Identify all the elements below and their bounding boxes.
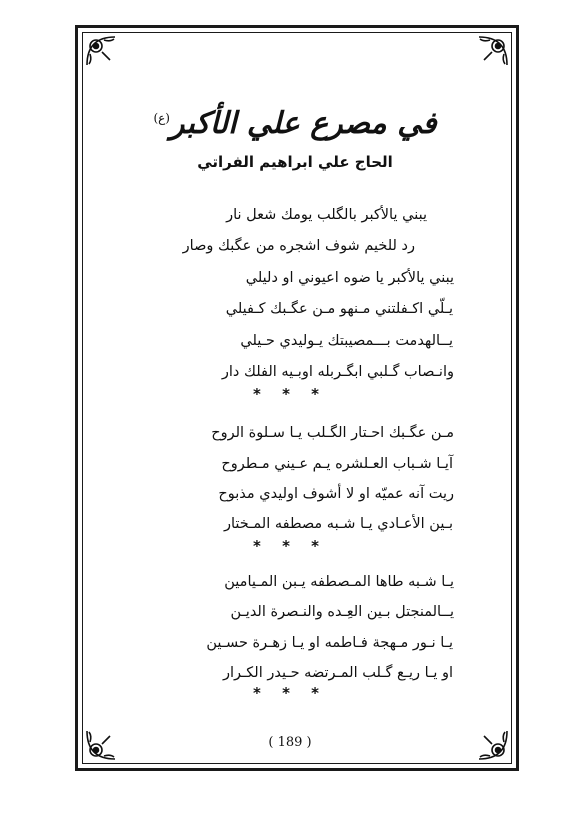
stanza-separator: * * * <box>253 684 327 702</box>
title-text: في مصرع علي الأكبر <box>169 106 437 141</box>
poem-line: يـلّي اكـفلتني مـنهو مـن عگـبك كـفيلي <box>225 301 453 317</box>
poem-line: يبني يالأكبر يا ضوه اعيوني او دليلي <box>245 270 454 286</box>
poem-line: يـا شـبه طاها المـصطفه يـبن المـيامين <box>224 574 454 590</box>
corner-ornament-icon <box>476 34 510 68</box>
corner-ornament-icon <box>84 34 118 68</box>
corner-ornament-icon <box>476 728 510 762</box>
poem-line: رد للخيم شوف اشجره من عگبك وصار <box>182 238 415 254</box>
stanza-separator: * * * <box>253 537 327 555</box>
page-number: ( 189 ) <box>268 735 312 750</box>
poem-author: الحاج علي ابراهيم الفراتي <box>197 153 393 171</box>
poem-line: او يـا ريـع گـلب المـرتضه حـيدر الكـرار <box>223 665 453 681</box>
title-honorific: (ع) <box>153 111 170 125</box>
stanza-separator: * * * <box>253 385 327 403</box>
poem-line: بـين الأعـادي يـا شـبه مصطفه المـختار <box>224 516 453 532</box>
poem-line: يـا نـور مـهجة فـاطمه او يـا زهـرة حسـين <box>206 635 453 651</box>
poem-line: يــالهدمت بـــمصيبتك يـوليدي حـيلي <box>240 333 453 349</box>
poem-line: وانـصاب گـلبي ابگـربله اوبـيه الفلك دار <box>221 364 454 380</box>
poem-line: ريت آنه عميّه او لا أشوف اوليدي مذبوح <box>218 486 454 502</box>
poem-line: آيـا شـباب العـلشره يـم عـيني مـطروح <box>221 456 453 472</box>
poem-title <box>120 98 470 144</box>
poem-line: يبني يالأكبر بالگلب يومك شعل نار <box>226 207 427 223</box>
poem-line: يــالمنجتل بـين العِـده والنـصرة الديـن <box>230 604 454 620</box>
corner-ornament-icon <box>84 728 118 762</box>
poem-line: مـن عگـبك احـتار الگـلب يـا سـلوة الروح <box>211 425 454 441</box>
